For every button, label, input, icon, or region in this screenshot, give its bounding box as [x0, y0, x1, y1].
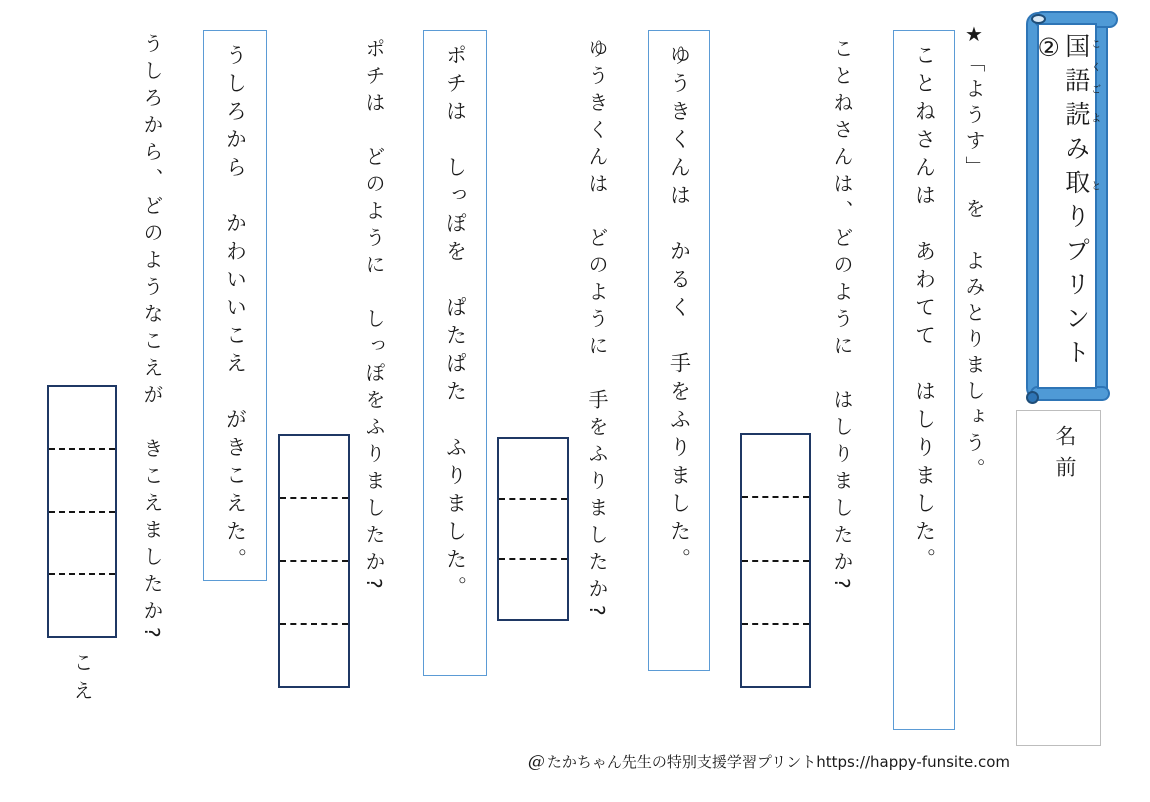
answer-cell [49, 513, 115, 576]
answer-cell [280, 499, 348, 562]
answer-cell [742, 498, 809, 561]
answer-cell [499, 560, 567, 619]
answer-cell [499, 500, 567, 561]
answer-cell [742, 562, 809, 625]
answer-box-4 [47, 385, 117, 638]
sentence-text-1: ことねさんは あわてて はしりました。 [912, 44, 937, 576]
sentence-box-4 [203, 30, 267, 581]
sentence-box-2 [648, 30, 710, 671]
sentence-box-3 [423, 30, 487, 676]
question-text-3: ポチは どのように しっぽをふりましたか? [362, 38, 386, 596]
answer-cell [49, 450, 115, 513]
answer-cell [49, 387, 115, 450]
answer-box-2 [497, 437, 569, 621]
answer-label: こえ [70, 652, 94, 708]
answer-cell [742, 625, 809, 686]
answer-cell [280, 562, 348, 625]
answer-cell [280, 625, 348, 686]
answer-box-3 [278, 434, 350, 688]
sentence-text-3: ポチは しっぽを ぱたぱた ふりました。 [443, 44, 468, 604]
page-title: 国語こくご読よみ取とりプリント② [1034, 33, 1100, 373]
footer-credit [528, 751, 1010, 772]
name-label: 名前 [1053, 425, 1077, 487]
site-logo-icon: @ [527, 752, 545, 772]
answer-cell [742, 435, 809, 498]
sentence-text-2: ゆうきくんは かるく 手をふりました。 [667, 44, 692, 576]
question-text-1: ことねさんは、どのように はしりましたか? [830, 38, 854, 596]
answer-box-1 [740, 433, 811, 688]
title-panel [1034, 23, 1100, 389]
footer-url: https://happy-funsite.com [816, 753, 1010, 771]
answer-cell [280, 436, 348, 499]
instruction-text: ★「ようす」 を よみとりましょう。 [962, 22, 986, 484]
scroll-curl-top-icon [1031, 14, 1046, 24]
sentence-text-4: うしろから かわいいこえ がきこえた。 [223, 44, 248, 576]
sentence-box-1 [893, 30, 955, 730]
footer-text: たかちゃん先生の特別支援学習プリント [546, 753, 817, 771]
question-text-4: うしろから、どのようなこえが きこえましたか? [140, 33, 164, 645]
answer-cell [49, 575, 115, 636]
title-banner [1026, 12, 1108, 400]
answer-cell [499, 439, 567, 500]
scroll-curl-bottom-icon [1026, 391, 1039, 404]
question-text-2: ゆうきくんは どのように 手をふりましたか? [585, 38, 609, 623]
name-box [1016, 410, 1101, 746]
